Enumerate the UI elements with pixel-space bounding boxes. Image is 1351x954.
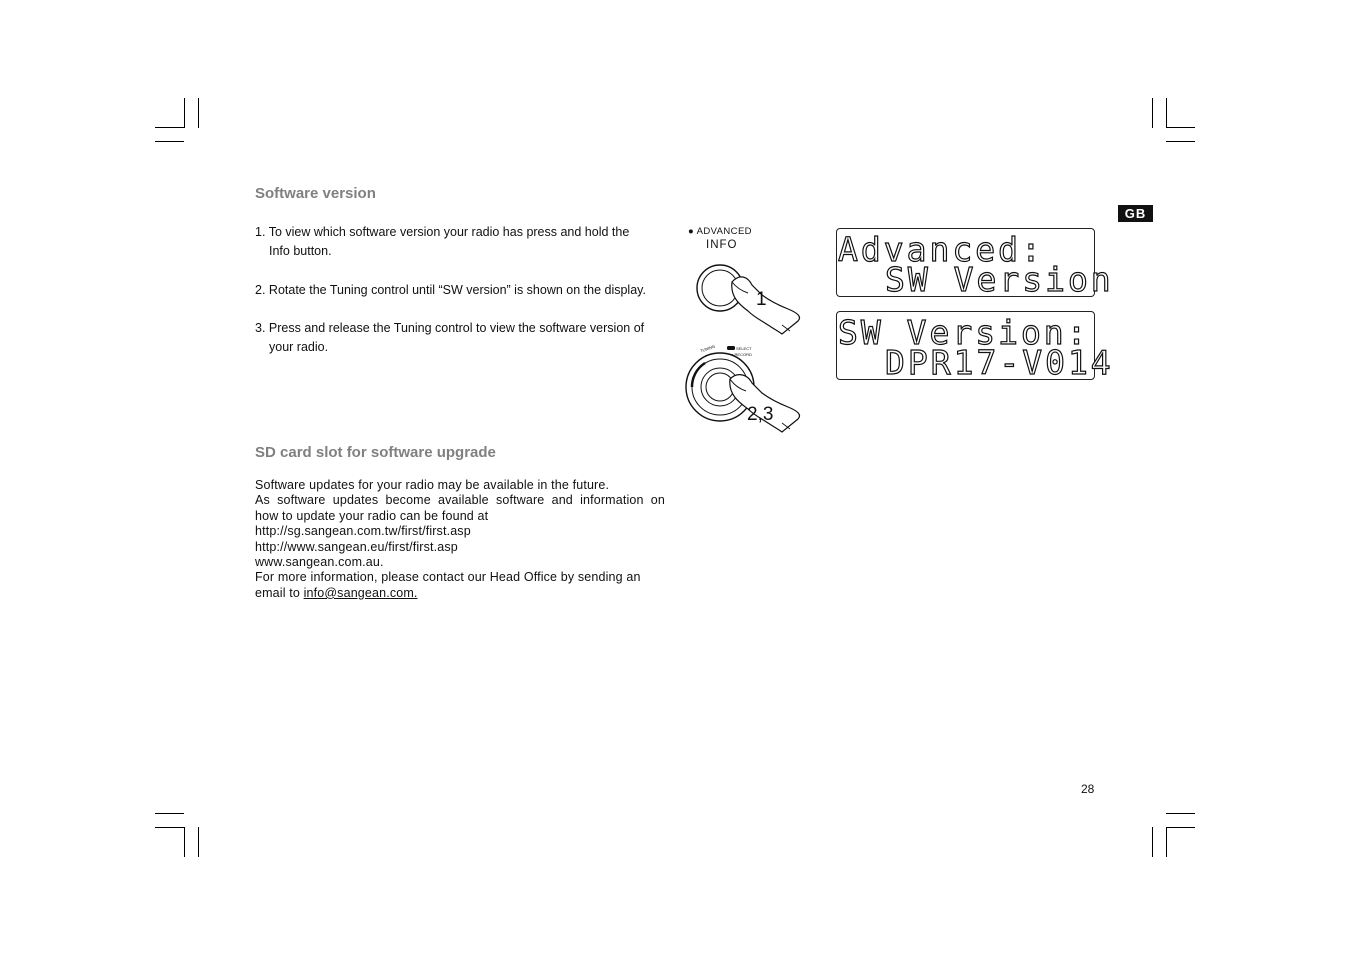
knob-tuning-label: TUNING xyxy=(699,343,716,354)
step-number: 1. xyxy=(255,225,266,239)
email-link[interactable]: info@sangean.com. xyxy=(303,585,418,600)
url-line: http://sg.sangean.com.tw/first/first.asp xyxy=(255,524,471,539)
sd-card-paragraph xyxy=(255,478,665,601)
crop-mark xyxy=(1166,127,1195,128)
crop-mark xyxy=(155,127,184,128)
finger-step-label: 2,3 xyxy=(747,404,774,425)
crop-mark xyxy=(1166,141,1195,142)
step-3 xyxy=(255,319,675,357)
info-label: INFO xyxy=(706,239,738,251)
crop-mark xyxy=(1152,98,1153,128)
step-text: Press and release the Tuning control to view the software version of xyxy=(268,321,645,335)
step-text: Rotate the Tuning control until “SW version” is shown on the display. xyxy=(268,283,646,297)
lcd-display xyxy=(836,228,1114,299)
crop-mark xyxy=(155,141,184,142)
crop-mark xyxy=(155,827,184,828)
lcd-line-1: SW Version: xyxy=(838,313,1090,352)
section-title-sd-card: SD card slot for software upgrade xyxy=(255,444,496,461)
section-title-software-version: Software version xyxy=(255,185,376,202)
crop-mark xyxy=(1166,827,1167,857)
step-2 xyxy=(255,281,675,300)
tuning-knob-icon xyxy=(686,343,800,432)
knob-record-label: ● RECORD xyxy=(731,352,752,357)
crop-mark xyxy=(198,827,199,857)
step-text-continued: your radio. xyxy=(269,340,329,354)
paragraph-line: how to update your radio can be found at xyxy=(255,508,489,523)
url-line: www.sangean.com.au. xyxy=(255,555,384,570)
paragraph-line: Software updates for your radio may be available in the future. xyxy=(255,478,610,492)
crop-mark xyxy=(184,827,185,857)
page-number: 28 xyxy=(1081,782,1095,796)
email-line xyxy=(255,586,665,601)
step-1 xyxy=(255,223,675,261)
crop-mark xyxy=(184,98,185,128)
crop-mark xyxy=(1166,98,1167,128)
crop-mark xyxy=(1166,813,1195,814)
url-line: http://www.sangean.eu/first/first.asp xyxy=(255,539,458,554)
crop-mark xyxy=(1166,827,1195,828)
crop-mark xyxy=(155,813,184,814)
email-prefix: email to xyxy=(255,585,304,600)
lcd-line-1: Advanced: xyxy=(838,230,1044,269)
crop-mark xyxy=(1152,827,1153,857)
language-tab: GB xyxy=(1118,205,1153,222)
step-text: To view which software version your radio has press and hold the xyxy=(268,225,630,239)
crop-mark xyxy=(198,98,199,128)
lcd-display xyxy=(836,311,1114,382)
knob-select-label: SELECT xyxy=(736,346,752,351)
paragraph-line: As software updates become available software and information on xyxy=(255,493,665,508)
paragraph-line: For more information, please contact our Head Office by sending an xyxy=(255,570,641,585)
finger-step-label: 1 xyxy=(756,289,767,310)
advanced-label: ● ADVANCED xyxy=(688,226,752,237)
step-number: 3. xyxy=(255,321,266,335)
lcd-line-2: SW Version xyxy=(885,260,1114,299)
lcd-line-2: DPR17-V014 xyxy=(885,343,1114,382)
step-number: 2. xyxy=(255,283,266,297)
step-text-continued: Info button. xyxy=(269,244,332,258)
